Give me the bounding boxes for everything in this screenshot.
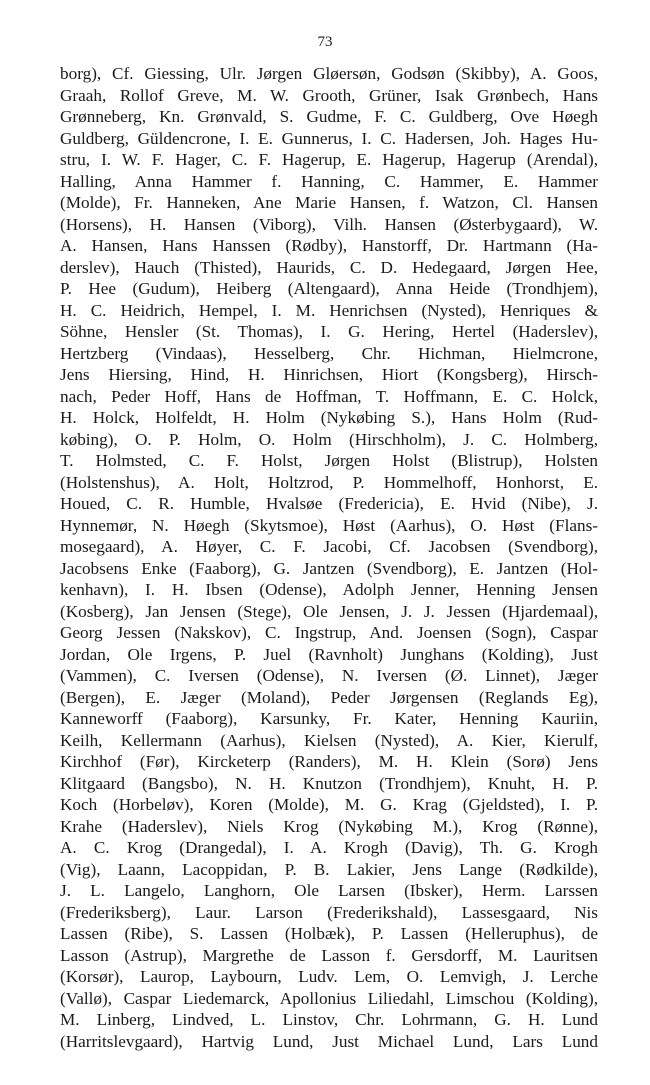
- text-line: Georg Jessen (Nakskov), C. Ingstrup, And. Joensen (Sogn), Caspar: [60, 623, 598, 642]
- text-line: P. Hee (Gudum), Heiberg (Altengaard), Anna Heide (Trondhjem),: [60, 279, 598, 298]
- text-line: Hertzberg (Vindaas), Hesselberg, Chr. Hichman, Hielmcrone,: [60, 343, 598, 363]
- text-line: Krahe (Haderslev), Niels Krog (Nykøbing M.), Krog (Rønne),: [60, 816, 598, 836]
- text-line: Lasson (Astrup), Margrethe de Lasson f. Gersdorff, M. Lauritsen: [60, 945, 598, 965]
- text-line: Jens Hiersing, Hind, H. Hinrichsen, Hiort (Kongsberg), Hirsch-: [60, 365, 598, 384]
- text-line: Keilh, Kellermann (Aarhus), Kielsen (Nysted), A. Kier, Kierulf,: [60, 730, 598, 750]
- text-line: kenhavn), I. H. Ibsen (Odense), Adolph Jenner, Henning Jensen: [60, 580, 598, 599]
- text-line: (Vallø), Caspar Liedemarck, Apollonius Liliedahl, Limschou (Kolding),: [60, 988, 598, 1008]
- text-line: Jordan, Ole Irgens, P. Juel (Ravnholt) Junghans (Kolding), Just: [60, 644, 598, 664]
- text-line: Grønneberg, Kn. Grønvald, S. Gudme, F. C. Guldberg, Ove Høegh: [60, 107, 598, 126]
- text-line: A. Hansen, Hans Hanssen (Rødby), Hanstorff, Dr. Hartmann (Ha-: [60, 236, 598, 255]
- text-line: T. Holmsted, C. F. Holst, Jørgen Holst (Blistrup), Holsten: [60, 451, 598, 470]
- text-line: borg), Cf. Giessing, Ulr. Jørgen Gløersøn, Godsøn (Skibby), A. Goos,: [60, 64, 598, 83]
- text-line: (Bergen), E. Jæger (Moland), Peder Jørgensen (Reglands Eg),: [60, 687, 598, 707]
- text-line: Klitgaard (Bangsbo), N. H. Knutzon (Trondhjem), Knuht, H. P.: [60, 773, 598, 793]
- text-line: H. C. Heidrich, Hempel, I. M. Henrichsen (Nysted), Henriques &: [60, 300, 598, 320]
- text-line: Kanneworff (Faaborg), Karsunky, Fr. Kater, Henning Kauriin,: [60, 709, 598, 728]
- body-text: [60, 63, 598, 1052]
- text-line: Halling, Anna Hammer f. Hanning, C. Hammer, E. Hammer: [60, 171, 598, 191]
- text-line: købing), O. P. Holm, O. Holm (Hirschholm), J. C. Holmberg,: [60, 429, 598, 449]
- text-line: Koch (Horbeløv), Koren (Molde), M. G. Krag (Gjeldsted), I. P.: [60, 795, 598, 814]
- text-line: stru, I. W. F. Hager, C. F. Hagerup, E. Hagerup, Hagerup (Arendal),: [60, 150, 598, 169]
- text-line: H. Holck, Holfeldt, H. Holm (Nykøbing S.), Hans Holm (Rud-: [60, 408, 598, 427]
- text-line: derslev), Hauch (Thisted), Haurids, C. D. Hedegaard, Jørgen Hee,: [60, 257, 598, 277]
- text-line: (Kosberg), Jan Jensen (Stege), Ole Jensen, J. J. Jessen (Hjardemaal),: [60, 601, 598, 621]
- text-line: Kirchhof (Før), Kircketerp (Randers), M. H. Klein (Sorø) Jens: [60, 752, 598, 771]
- text-line: (Holstenshus), A. Holt, Holtzrod, P. Hommelhoff, Honhorst, E.: [60, 472, 598, 492]
- text-line: (Harritslevgaard), Hartvig Lund, Just Michael Lund, Lars Lund: [60, 1031, 598, 1051]
- text-line: M. Linberg, Lindved, L. Linstov, Chr. Lohrmann, G. H. Lund: [60, 1010, 598, 1029]
- text-line: mosegaard), A. Høyer, C. F. Jacobi, Cf. Jacobsen (Svendborg),: [60, 537, 598, 556]
- text-line: J. L. Langelo, Langhorn, Ole Larsen (Ibsker), Herm. Larssen: [60, 881, 598, 900]
- page-number: 73: [317, 34, 333, 50]
- text-line: Houed, C. R. Humble, Hvalsøe (Fredericia), E. Hvid (Nibe), J.: [60, 494, 598, 513]
- text-line: nach, Peder Hoff, Hans de Hoffman, T. Hoffmann, E. C. Holck,: [60, 386, 598, 406]
- text-line: (Frederiksberg), Laur. Larson (Frederikshald), Lassesgaard, Nis: [60, 902, 598, 922]
- text-line: Guldberg, Güldencrone, I. E. Gunnerus, I. C. Hadersen, Joh. Hages Hu-: [60, 128, 598, 148]
- text-line: A. C. Krog (Drangedal), I. A. Krogh (Davig), Th. G. Krogh: [60, 838, 598, 857]
- text-line: Hynnemør, N. Høegh (Skytsmoe), Høst (Aarhus), O. Høst (Flans-: [60, 515, 598, 535]
- text-line: Graah, Rollof Greve, M. W. Grooth, Grüner, Isak Grønbech, Hans: [60, 85, 598, 105]
- text-line: (Molde), Fr. Hanneken, Ane Marie Hansen, f. Watzon, Cl. Hansen: [60, 193, 598, 212]
- text-line: (Vig), Laann, Lacoppidan, P. B. Lakier, Jens Lange (Rødkilde),: [60, 859, 598, 879]
- text-line: Jacobsens Enke (Faaborg), G. Jantzen (Svendborg), E. Jantzen (Hol-: [60, 558, 598, 578]
- text-line: Söhne, Hensler (St. Thomas), I. G. Hering, Hertel (Haderslev),: [60, 322, 598, 341]
- text-line: (Horsens), H. Hansen (Viborg), Vilh. Hansen (Østerbygaard), W.: [60, 214, 598, 234]
- text-line: Lassen (Ribe), S. Lassen (Holbæk), P. Lassen (Helleruphus), de: [60, 924, 598, 943]
- text-line: (Korsør), Laurop, Laybourn, Ludv. Lem, O. Lemvigh, J. Lerche: [60, 967, 598, 986]
- text-line: (Vammen), C. Iversen (Odense), N. Iversen (Ø. Linnet), Jæger: [60, 666, 598, 685]
